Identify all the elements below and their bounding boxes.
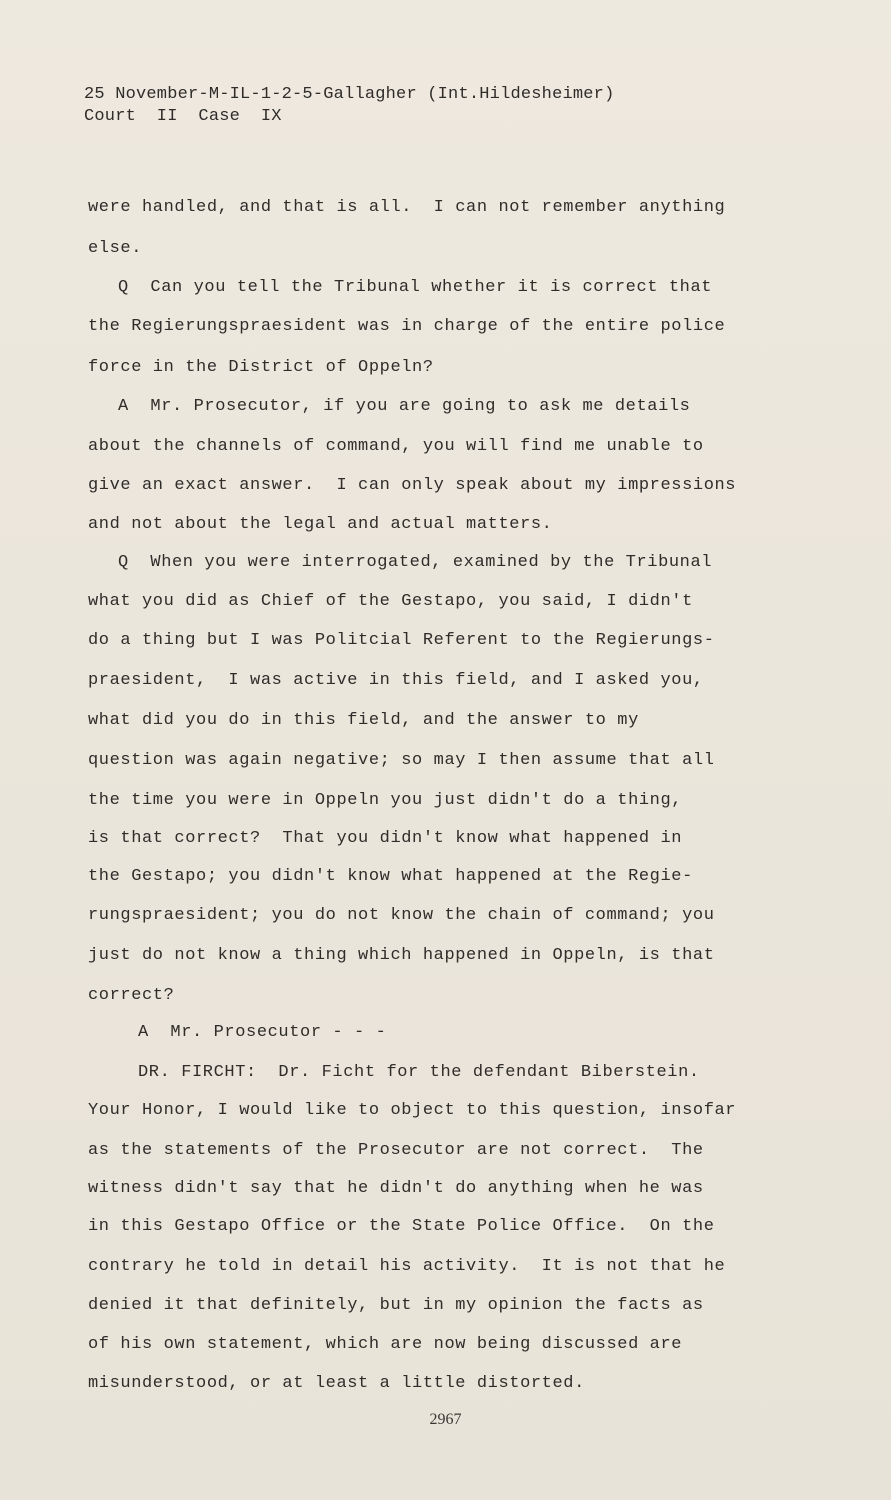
header-court-line: Court II Case IX bbox=[84, 107, 282, 126]
text-line: in this Gestapo Office or the State Police Office. On the bbox=[88, 1217, 715, 1236]
text-line: just do not know a thing which happened in Oppeln, is that bbox=[88, 946, 715, 965]
text-line: contrary he told in detail his activity. It is not that he bbox=[88, 1257, 726, 1276]
text-line: is that correct? That you didn't know what happened in bbox=[88, 829, 683, 848]
text-line: question was again negative; so may I then assume that all bbox=[88, 751, 715, 770]
text-line: misunderstood, or at least a little distorted. bbox=[88, 1374, 585, 1393]
document-header bbox=[84, 84, 615, 128]
text-line: Q When you were interrogated, examined by the Tribunal bbox=[118, 553, 713, 572]
text-line: praesident, I was active in this field, and I asked you, bbox=[88, 671, 704, 690]
text-line: correct? bbox=[88, 986, 175, 1005]
text-line: give an exact answer. I can only speak about my impressions bbox=[88, 476, 737, 495]
text-line: and not about the legal and actual matters. bbox=[88, 515, 553, 534]
text-line: the Gestapo; you didn't know what happened at the Regie- bbox=[88, 867, 693, 886]
text-line: the time you were in Oppeln you just didn't do a thing, bbox=[88, 791, 683, 810]
page-number: 2967 bbox=[429, 1411, 462, 1428]
text-line: witness didn't say that he didn't do anything when he was bbox=[88, 1179, 704, 1198]
text-line: as the statements of the Prosecutor are not correct. The bbox=[88, 1141, 704, 1160]
text-line: force in the District of Oppeln? bbox=[88, 358, 434, 377]
text-line: the Regierungspraesident was in charge of the entire police bbox=[88, 317, 726, 336]
text-line: denied it that definitely, but in my opinion the facts as bbox=[88, 1296, 704, 1315]
text-line: rungspraesident; you do not know the chain of command; you bbox=[88, 906, 715, 925]
text-line: DR. FIRCHT: Dr. Ficht for the defendant Biberstein. bbox=[138, 1063, 700, 1082]
text-line: what did you do in this field, and the answer to my bbox=[88, 711, 639, 730]
text-line: else. bbox=[88, 239, 143, 258]
text-line: A Mr. Prosecutor - - - bbox=[138, 1023, 387, 1042]
text-line: Your Honor, I would like to object to this question, insofar bbox=[88, 1101, 737, 1120]
header-session-line: 25 November-M-IL-1-2-5-Gallagher (Int.Hildesheimer) bbox=[84, 85, 615, 104]
text-line: about the channels of command, you will find me unable to bbox=[88, 437, 704, 456]
text-line: what you did as Chief of the Gestapo, you said, I didn't bbox=[88, 592, 693, 611]
text-line: do a thing but I was Politcial Referent to the Regierungs- bbox=[88, 631, 715, 650]
text-line: were handled, and that is all. I can not remember anything bbox=[88, 198, 726, 217]
text-line: of his own statement, which are now being discussed are bbox=[88, 1335, 683, 1354]
text-line: Q Can you tell the Tribunal whether it is correct that bbox=[118, 278, 713, 297]
text-line: A Mr. Prosecutor, if you are going to ask me details bbox=[118, 397, 691, 416]
